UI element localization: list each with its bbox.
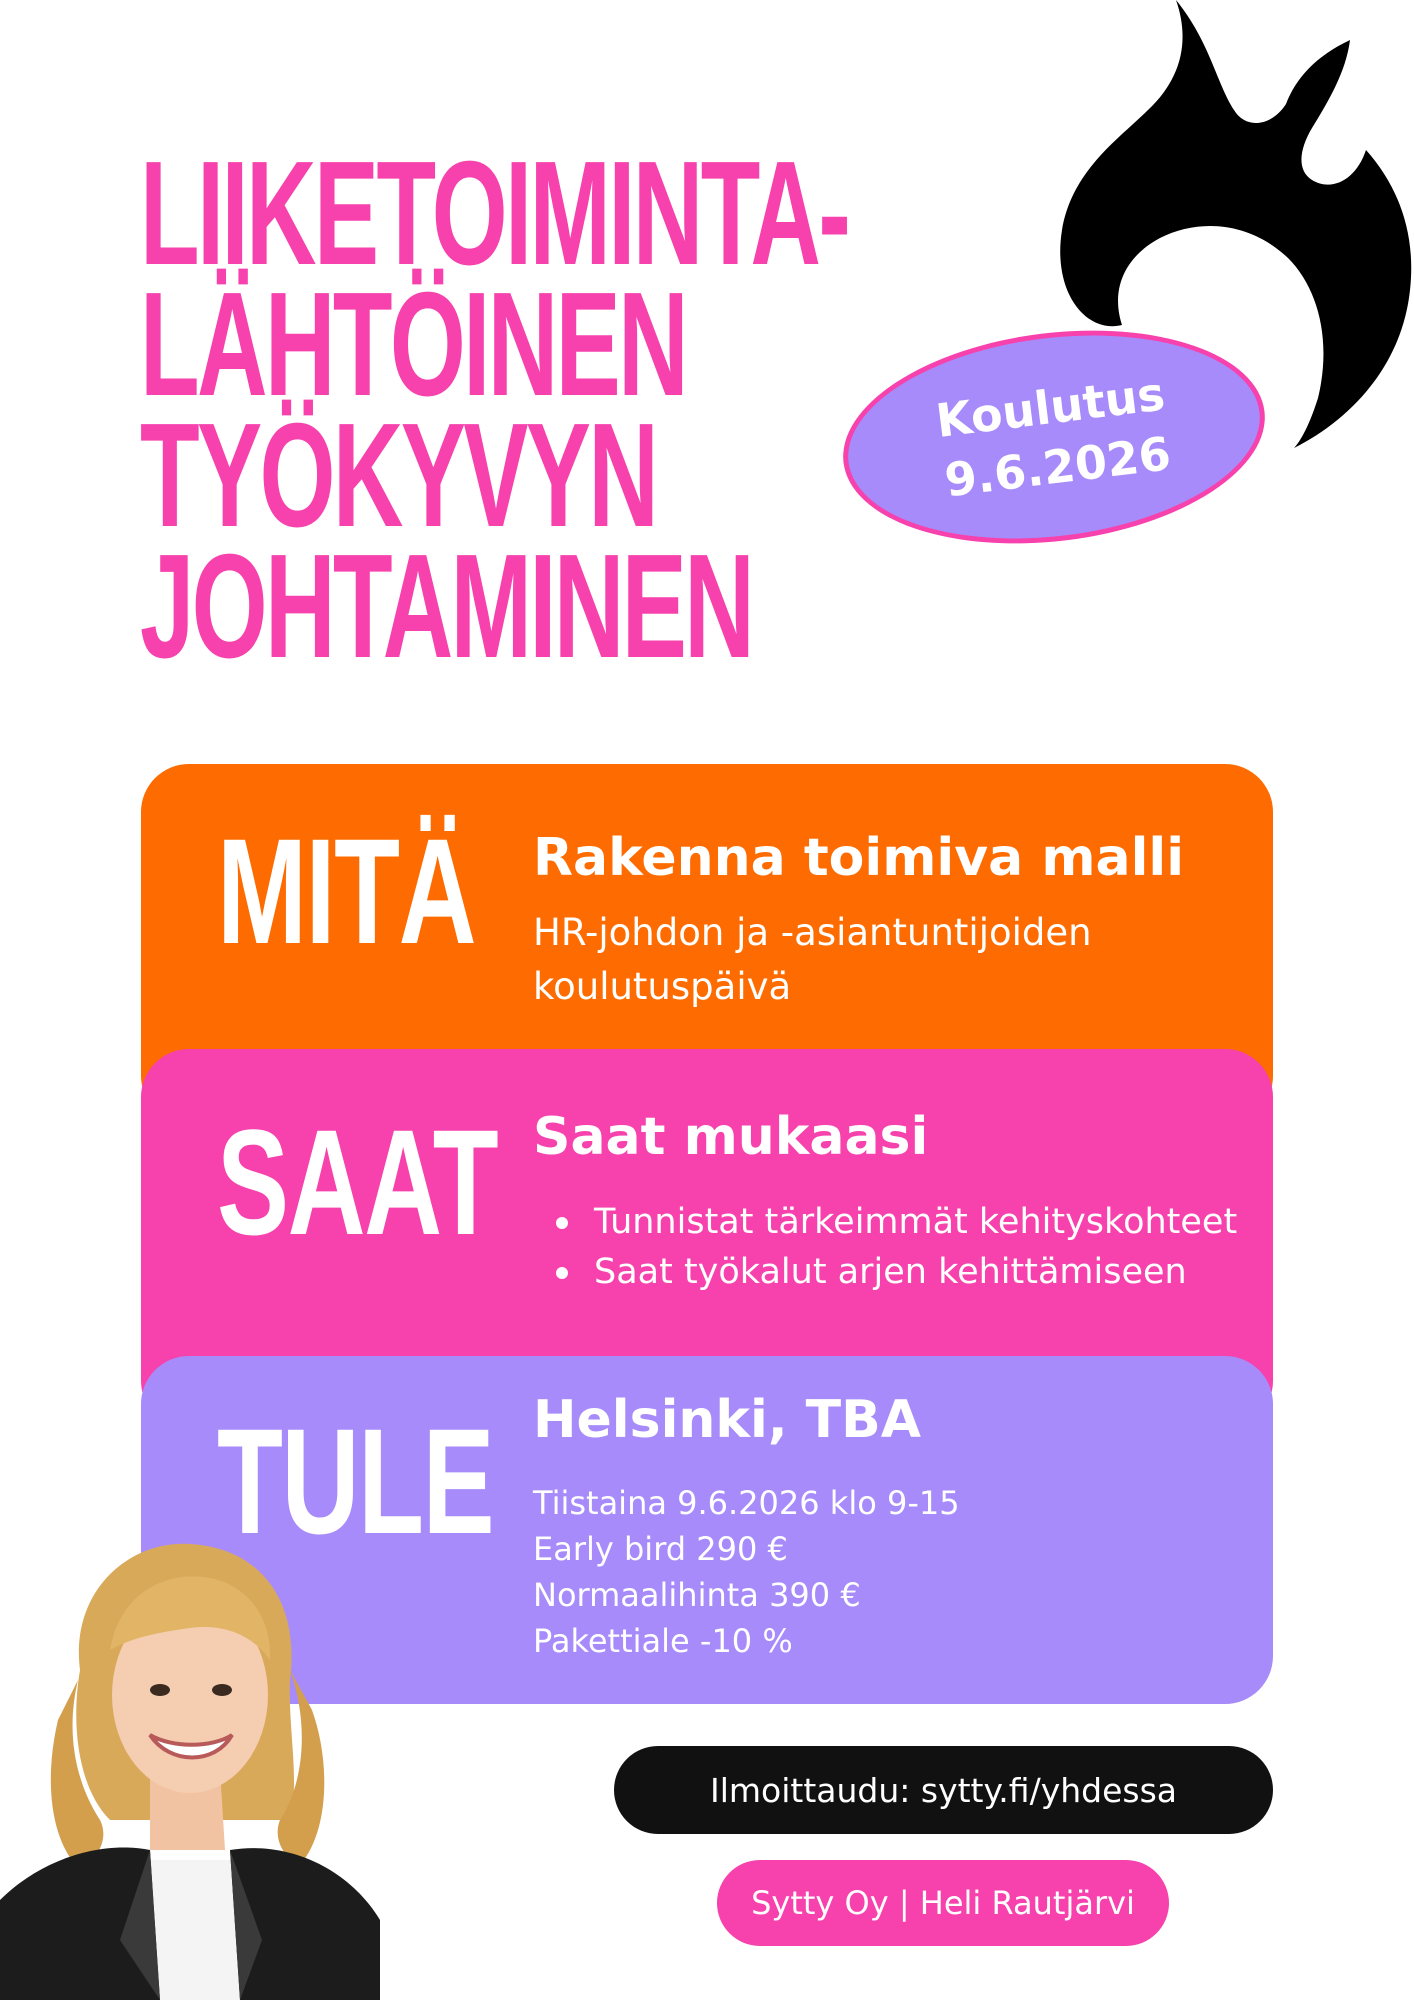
organizer-badge: Sytty Oy | Heli Rautjärvi (717, 1860, 1169, 1946)
benefit-list (556, 1197, 1237, 1297)
list-item: Tiistaina 9.6.2026 klo 9-15 (533, 1484, 960, 1522)
title-line-3: TYÖKYVYN (140, 393, 657, 558)
card-heading-mita: Rakenna toimiva malli (533, 828, 1185, 888)
title-line-2: LÄHTÖINEN (140, 262, 687, 427)
list-item: Pakettiale -10 % (533, 1622, 793, 1660)
title-line-4: JOHTAMINEN (140, 524, 753, 689)
card-body-line-2: koulutuspäivä (533, 965, 792, 1008)
badge-line-2: 9.6.2026 (941, 426, 1174, 508)
card-label-tule: TULE (217, 1397, 494, 1565)
list-item: Tunnistat tärkeimmät kehityskohteet (556, 1197, 1237, 1247)
list-item: Saat työkalut arjen kehittämiseen (556, 1247, 1237, 1297)
card-label-saat: SAAT (217, 1098, 498, 1266)
list-item: Normaalihinta 390 € (533, 1576, 861, 1614)
card-heading-saat: Saat mukaasi (533, 1107, 929, 1167)
event-details (533, 1480, 960, 1664)
register-button[interactable]: Ilmoittaudu: sytty.fi/yhdessa (614, 1746, 1273, 1834)
card-body-line-1: HR-johdon ja -asiantuntijoiden (533, 911, 1092, 954)
card-label-mita: MITÄ (217, 807, 476, 975)
badge-line-1: Koulutus (932, 366, 1168, 449)
card-body-mita (533, 906, 1092, 1014)
list-item: Early bird 290 € (533, 1530, 788, 1568)
person-photo (0, 1520, 380, 2000)
card-heading-tule: Helsinki, TBA (533, 1390, 922, 1450)
title-line-1: LIIKETOIMINTA- (140, 131, 849, 296)
